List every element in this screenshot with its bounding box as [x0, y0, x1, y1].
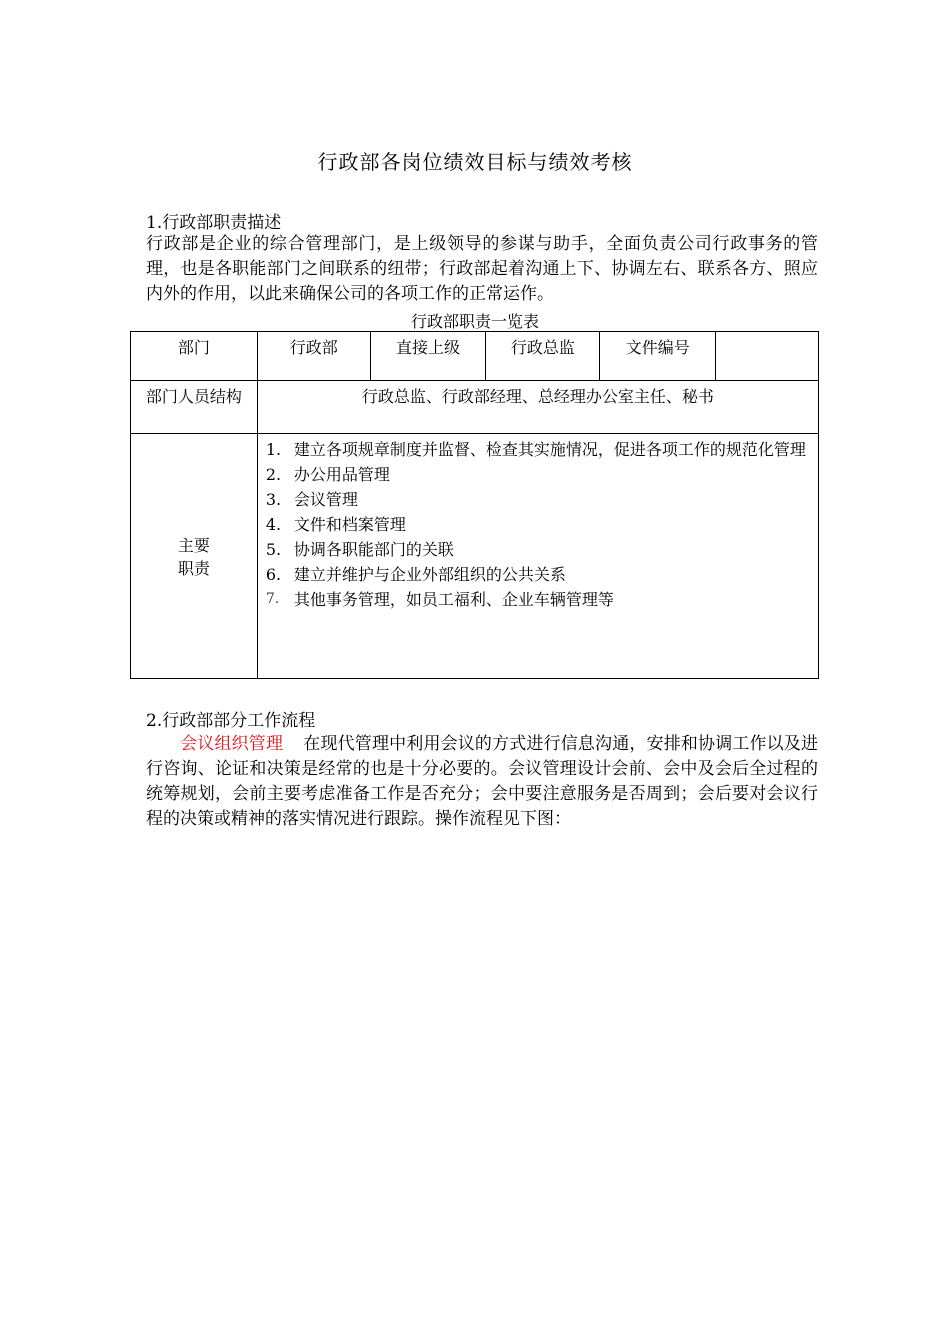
list-item-text: 建立各项规章制度并监督、检查其实施情况，促进各项工作的规范化管理 — [293, 440, 806, 459]
list-item-number: 2. — [265, 465, 282, 484]
list-item — [266, 537, 814, 562]
duties-label-line2: 职责 — [177, 559, 210, 578]
list-item — [266, 462, 814, 487]
section1-paragraph: 行政部是企业的综合管理部门，是上级领导的参谋与助手，全面负责公司行政事务的管理，也是各职能部门之间联系的纽带；行政部起着沟通上下、协调左右、联系各方、照应内外的作用，以此来确保公司的各项工作的正常运作。 — [146, 234, 818, 304]
list-item-number: 4. — [265, 515, 282, 534]
duties-label-cell — [131, 434, 258, 679]
list-item — [266, 437, 814, 462]
docno-label-cell: 文件编号 — [600, 332, 716, 381]
list-item-number: 1. — [265, 440, 282, 459]
section2-paragraph-text: 在现代管理中利用会议的方式进行信息沟通，安排和协调工作以及进行咨询、论证和决策是经常的也是十分必要的。会议管理设计会前、会中及会后全过程的统筹规划，会前主要考虑准备工作是否充分；会中要注意服务是否周到；会后要对会议行程的决策或精神的落实情况进行跟踪。操作流程见下图： — [146, 734, 819, 829]
highlight-term: 会议组织管理 — [180, 734, 284, 754]
table-row-staff — [131, 381, 819, 434]
list-item-text: 文件和档案管理 — [293, 515, 406, 534]
document-title: 行政部各岗位绩效目标与绩效考核 — [317, 150, 633, 174]
docno-value-cell — [716, 332, 819, 381]
dept-label-cell: 部门 — [131, 332, 258, 381]
table-caption: 行政部职责一览表 — [410, 312, 539, 331]
list-item-text: 建立并维护与企业外部组织的公共关系 — [293, 565, 566, 584]
list-item-text: 协调各职能部门的关联 — [293, 540, 454, 559]
list-item-number: 5. — [265, 540, 282, 559]
list-item-number: 7. — [265, 591, 280, 607]
section2-paragraph — [146, 732, 818, 832]
table-row-duties — [131, 434, 819, 679]
duties-list-cell — [257, 434, 818, 679]
list-item — [266, 487, 814, 512]
list-item — [266, 562, 814, 587]
list-item — [266, 512, 814, 537]
list-item-text: 办公用品管理 — [293, 465, 390, 484]
list-item-text: 其他事务管理，如员工福利、企业车辆管理等 — [293, 590, 614, 609]
superior-label-cell: 直接上级 — [370, 332, 486, 381]
staff-value-cell: 行政总监、行政部经理、总经理办公室主任、秘书 — [257, 381, 818, 434]
list-item-text: 会议管理 — [293, 490, 358, 509]
duties-list — [262, 437, 814, 612]
duties-label-line1: 主要 — [177, 536, 210, 555]
dept-value-cell: 行政部 — [257, 332, 370, 381]
responsibility-table — [130, 331, 819, 679]
section2-heading: 2.行政部部分工作流程 — [146, 711, 316, 731]
staff-label-cell: 部门人员结构 — [131, 381, 258, 434]
list-item-number: 6. — [265, 565, 282, 584]
list-item — [266, 587, 814, 612]
table-row-header — [131, 332, 819, 381]
list-item-number: 3. — [265, 490, 282, 509]
superior-value-cell: 行政总监 — [486, 332, 600, 381]
section1-heading: 1.行政部职责描述 — [146, 213, 282, 233]
